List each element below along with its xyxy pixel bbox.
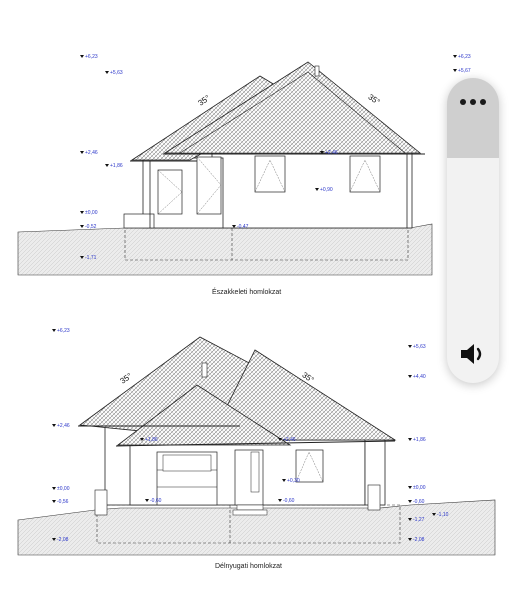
level-marker: ±0,00 [80, 210, 97, 216]
roof-angle-label: 35° [366, 92, 382, 107]
level-marker: +2,46 [52, 423, 70, 429]
level-marker: -0,60 [145, 498, 161, 504]
window-top-1 [255, 156, 285, 192]
level-marker: -0,60 [278, 498, 294, 504]
speaker-volume-icon[interactable] [459, 342, 487, 366]
level-marker: +2,46 [80, 150, 98, 156]
level-marker: +5,63 [408, 344, 426, 350]
level-marker: +2,46 [278, 437, 296, 443]
level-marker: +5,63 [105, 70, 123, 76]
roof-angle-label: 35° [196, 93, 212, 108]
level-marker: +1,86 [105, 163, 123, 169]
level-marker: +0,30 [282, 478, 300, 484]
roof-angle-label: 35° [300, 370, 316, 385]
level-marker: -1,27 [408, 517, 424, 523]
door-top-left [158, 170, 182, 214]
level-marker: +0,90 [315, 187, 333, 193]
level-marker: ±0,00 [408, 485, 425, 491]
wall-top-main [212, 152, 412, 228]
level-marker: +6,23 [453, 54, 471, 60]
window-top-2 [350, 156, 380, 192]
level-marker: +4,40 [408, 374, 426, 380]
level-marker: -0,52 [80, 224, 96, 230]
level-marker: -2,08 [52, 537, 68, 543]
level-marker: -0,56 [52, 499, 68, 505]
level-marker: -1,10 [432, 512, 448, 518]
level-marker: -2,08 [408, 537, 424, 543]
elevation-caption-bottom: Délnyugati homlokzat [215, 563, 282, 570]
door-top-mid [197, 157, 221, 214]
level-marker: -0,60 [408, 499, 424, 505]
level-marker: +6,23 [52, 328, 70, 334]
roof-angle-label: 35° [118, 371, 134, 386]
more-horizontal-icon [460, 99, 486, 105]
level-marker: -1,71 [80, 255, 96, 261]
ground-top [18, 224, 432, 275]
level-marker: ±0,00 [52, 486, 69, 492]
level-marker: +6,23 [80, 54, 98, 60]
level-marker: +1,86 [408, 437, 426, 443]
level-marker: -0,47 [232, 224, 248, 230]
level-marker: +5,67 [453, 68, 471, 74]
more-options-button[interactable] [447, 78, 499, 158]
level-marker: +1,86 [140, 437, 158, 443]
floating-control-panel [447, 78, 499, 383]
window-bottom [296, 450, 323, 482]
level-marker: +2,46 [320, 150, 338, 156]
elevation-caption-top: Északkeleti homlokzat [212, 289, 282, 296]
